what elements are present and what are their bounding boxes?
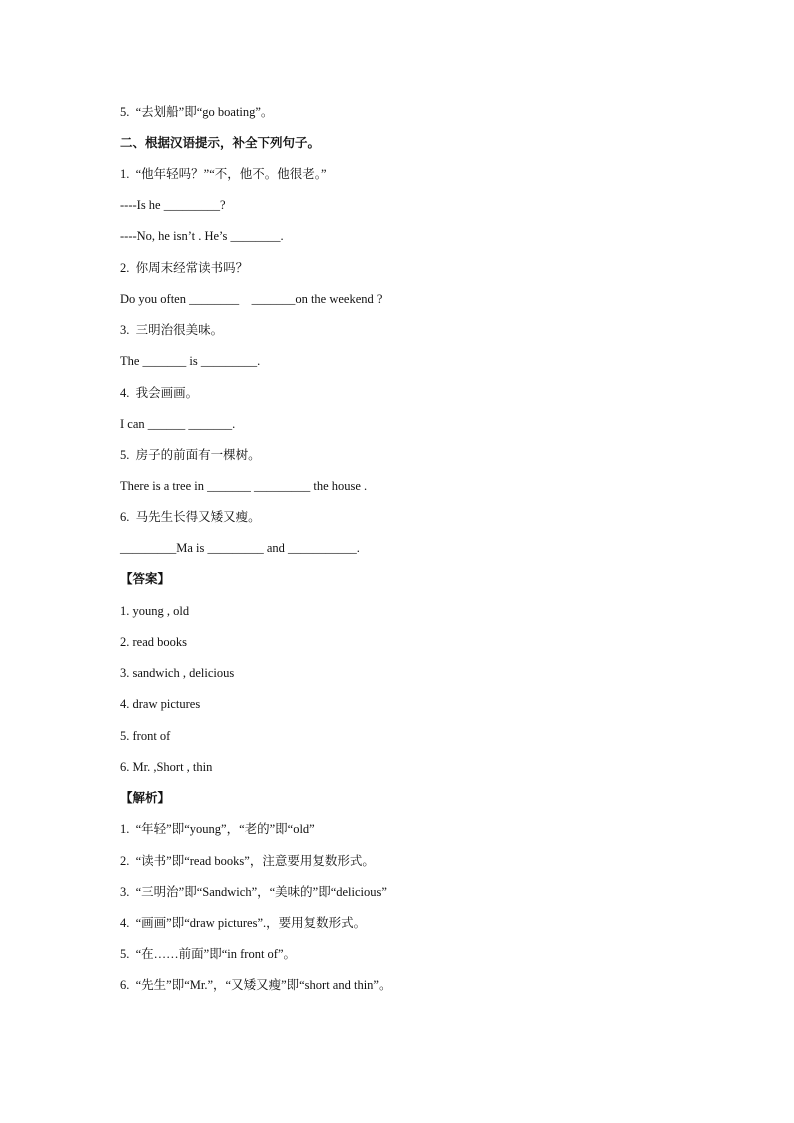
question-2-sentence: Do you often ________ _______on the weekend ?	[120, 292, 383, 306]
explanation-3: 3. “三明治”即“Sandwich”，“美味的”即“delicious”	[120, 885, 387, 899]
explanation-4: 4. “画画”即“draw pictures”.，要用复数形式。	[120, 916, 367, 930]
question-3-prompt: 3. 三明治很美味。	[120, 323, 224, 337]
answer-2: 2. read books	[120, 635, 187, 649]
question-4-prompt: 4. 我会画画。	[120, 386, 199, 400]
answer-6: 6. Mr. ,Short , thin	[120, 760, 213, 774]
question-5-sentence: There is a tree in _______ _________ the house .	[120, 479, 368, 493]
answer-5: 5. front of	[120, 729, 171, 743]
question-5-prompt: 5. 房子的前面有一棵树。	[120, 448, 261, 462]
question-6-prompt: 6. 马先生长得又矮又瘦。	[120, 510, 261, 524]
question-6-sentence: _________Ma is _________ and ___________.	[120, 541, 360, 555]
question-4-sentence: I can ______ _______.	[120, 417, 236, 431]
question-1-prompt: 1. “他年轻吗？”“不，他不。他很老。”	[120, 167, 327, 181]
explanation-1: 1. “年轻”即“young”，“老的”即“old”	[120, 822, 315, 836]
explanation-5: 5. “在……前面”即“in front of”。	[120, 947, 297, 961]
answer-heading: 【答案】	[120, 571, 171, 586]
answer-1: 1. young , old	[120, 604, 190, 618]
answer-4: 4. draw pictures	[120, 697, 201, 711]
previous-explanation-5: 5. “去划船”即“go boating”。	[120, 105, 274, 119]
section-title-fill-sentences: 二、根据汉语提示，补全下列句子。	[120, 135, 321, 150]
question-1-line-2: ----No, he isn’t . He’s ________.	[120, 229, 284, 243]
question-1-line-1: ----Is he _________?	[120, 198, 226, 212]
explanation-2: 2. “读书”即“read books”，注意要用复数形式。	[120, 854, 375, 868]
question-2-prompt: 2. 你周末经常读书吗？	[120, 261, 249, 275]
question-3-sentence: The _______ is _________.	[120, 354, 261, 368]
answer-3: 3. sandwich , delicious	[120, 666, 235, 680]
explanation-6: 6. “先生”即“Mr.”，“又矮又瘦”即“short and thin”。	[120, 978, 392, 992]
explanation-heading: 【解析】	[120, 790, 171, 805]
